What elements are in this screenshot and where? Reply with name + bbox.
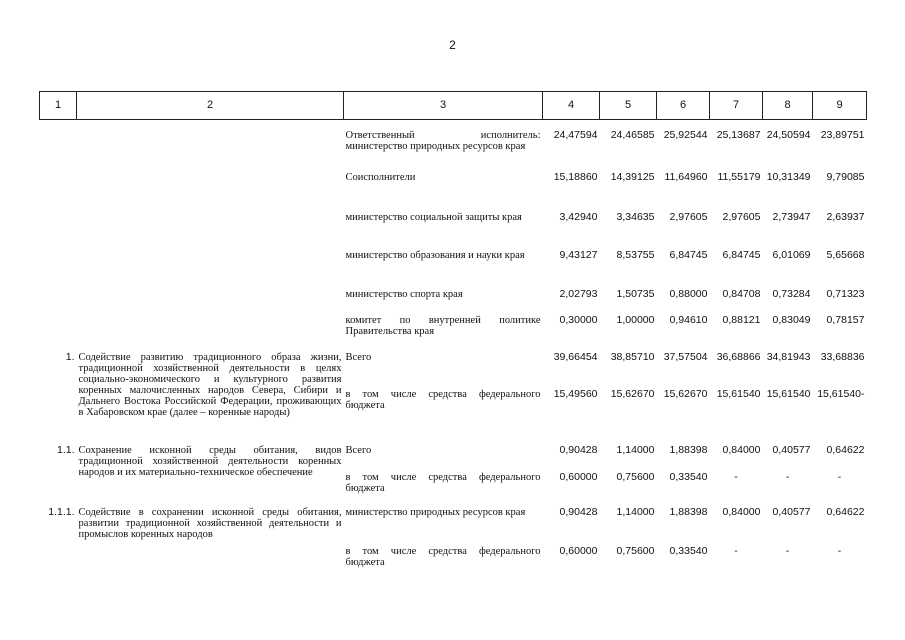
value-cell: 2,97605	[669, 210, 708, 223]
value-cell: 6,84745	[669, 248, 708, 261]
value-cell: 0,94610	[669, 313, 708, 326]
column-header: 5	[600, 92, 657, 120]
row-name: Сохранение исконной среды обитания, видов традиционной хозяйственной деятельности коренных народов и их материально-техническое обеспечение	[78, 444, 342, 478]
table-row	[40, 250, 867, 289]
value-cell: 2,63937	[826, 210, 865, 223]
value-cell: 15,61540-	[817, 387, 865, 400]
value-cell: 9,43127	[559, 248, 598, 261]
value-cell: 24,47594	[553, 129, 598, 141]
value-cell: 0,84708	[722, 287, 761, 300]
value-cell: 14,39125	[610, 170, 655, 183]
value-cell: 39,66454	[553, 350, 598, 363]
table-row	[40, 289, 867, 315]
value-cell: 1,88398	[669, 443, 708, 456]
value-cell: 3,34635	[616, 210, 655, 223]
value-cell: 8,53755	[616, 248, 655, 261]
column-header: 8	[763, 92, 813, 120]
value-cell: 0,71323	[826, 287, 865, 300]
row-index: 1.1.1.	[48, 505, 75, 518]
value-cell: 15,61540	[716, 387, 761, 400]
value-cell: 11,64960	[664, 170, 708, 183]
row-index: 1.1.	[56, 443, 75, 456]
value-cell: 0,84000	[722, 443, 761, 456]
value-cell: 36,68866	[716, 350, 761, 363]
value-cell: 34,81943	[766, 350, 811, 363]
value-cell: 15,62670	[663, 387, 708, 400]
column-header: 2	[77, 92, 344, 120]
value-cell: 5,65668	[826, 248, 865, 261]
row-index	[40, 315, 77, 352]
value-cell: -	[734, 470, 738, 483]
row-label: министерство социальной защиты края	[345, 211, 522, 223]
value-cell: 2,02793	[559, 287, 598, 300]
value-cell: -	[837, 470, 842, 483]
value-cell: 6,84745	[722, 248, 761, 261]
value-cell: 2,97605	[722, 210, 761, 223]
value-cell: -	[734, 544, 738, 557]
value-cell: 0,83049	[772, 313, 811, 326]
value-cell: 1,00000	[616, 313, 655, 326]
value-cell: 0,73284	[772, 287, 811, 300]
table-header-row	[40, 92, 867, 120]
value-cell: 0,75600	[616, 544, 655, 557]
value-cell: 0,78157	[826, 313, 865, 326]
value-cell: -	[785, 470, 790, 483]
row-label: Ответственный исполнитель: министерство природных ресурсов края	[345, 130, 541, 152]
value-cell: 25,13687	[716, 129, 761, 141]
column-header: 3	[344, 92, 543, 120]
table-row	[40, 445, 867, 472]
value-cell: 0,90428	[559, 505, 598, 518]
row-name	[77, 212, 344, 250]
row-index	[40, 212, 77, 250]
row-name	[77, 250, 344, 289]
row-label: министерство образования и науки края	[345, 249, 525, 261]
value-cell: 0,33540	[669, 470, 708, 483]
value-cell: 0,84000	[722, 505, 761, 518]
budget-table	[39, 91, 867, 576]
value-cell: 24,50594	[766, 129, 811, 141]
column-header: 4	[543, 92, 600, 120]
column-header: 1	[40, 92, 77, 120]
value-cell: 0,75600	[616, 470, 655, 483]
row-label: министерство природных ресурсов края	[345, 506, 526, 518]
value-cell: 0,40577	[772, 443, 811, 456]
value-cell: 1,14000	[616, 505, 655, 518]
row-label: в том числе средства федерального бюджета	[345, 388, 541, 411]
page-number: 2	[449, 38, 456, 52]
table-row	[40, 172, 867, 212]
value-cell: 0,88121	[722, 313, 761, 326]
row-index	[40, 250, 77, 289]
value-cell: 11,55179	[717, 170, 761, 183]
row-index	[40, 120, 77, 172]
value-cell: 0,30000	[559, 313, 598, 326]
value-cell: 0,60000	[559, 544, 598, 557]
table-row	[40, 352, 867, 389]
value-cell: -	[837, 544, 842, 557]
value-cell: 10,31349	[766, 170, 811, 183]
value-cell: 0,88000	[669, 287, 708, 300]
row-label: комитет по внутренней политике Правительства края	[345, 314, 541, 337]
value-cell: 15,49560	[553, 387, 598, 400]
row-label: в том числе средства федерального бюджета	[345, 545, 541, 568]
value-cell: 1,50735	[616, 287, 655, 300]
value-cell: 0,64622	[826, 443, 865, 456]
value-cell: 33,68836	[820, 350, 865, 363]
value-cell: 15,61540	[766, 387, 811, 400]
value-cell: 24,46585	[610, 129, 655, 141]
value-cell: 37,57504	[663, 350, 708, 363]
row-name	[77, 315, 344, 352]
value-cell: 0,33540	[669, 544, 708, 557]
table-row	[40, 120, 867, 172]
value-cell: -	[785, 544, 790, 557]
column-header: 6	[657, 92, 710, 120]
row-index	[40, 172, 77, 212]
value-cell: 9,79085	[826, 170, 865, 183]
value-cell: 6,01069	[772, 248, 811, 261]
value-cell: 25,92544	[663, 129, 708, 141]
row-label: в том числе средства федерального бюджета	[345, 471, 541, 494]
value-cell: 0,64622	[826, 505, 865, 518]
value-cell: 0,90428	[559, 443, 598, 456]
table-row	[40, 315, 867, 352]
value-cell: 1,88398	[669, 505, 708, 518]
column-header: 7	[710, 92, 763, 120]
row-name: Содействие развитию традиционного образа жизни, традиционной хозяйственной деятельности в целях социально-экономического и культурного развития коренных малочисленных народов Севера, Сибири и Дальнего Востока Российской Федерации, проживающих в Хабаровском крае (далее – коренные народы)	[78, 351, 342, 418]
row-index	[40, 289, 77, 315]
value-cell: 15,62670	[610, 387, 655, 400]
row-name	[77, 289, 344, 315]
value-cell: 0,40577	[772, 505, 811, 518]
row-label: Всего	[345, 444, 372, 456]
row-label: Всего	[345, 351, 372, 363]
row-label: министерство спорта края	[345, 288, 463, 300]
value-cell: 3,42940	[559, 210, 598, 223]
value-cell: 1,14000	[616, 443, 655, 456]
row-index: 1.	[65, 350, 75, 363]
row-name	[77, 172, 344, 212]
column-header: 9	[813, 92, 867, 120]
table-row	[40, 507, 867, 546]
value-cell: 0,60000	[559, 470, 598, 483]
row-name: Содействие в сохранении исконной среды обитания, развитии традиционной хозяйственной деятельности и промыслов коренных народов	[78, 506, 342, 540]
row-label: Соисполнители	[345, 171, 416, 183]
value-cell: 38,85710	[610, 350, 655, 363]
row-name	[77, 120, 344, 172]
value-cell: 2,73947	[772, 210, 811, 223]
value-cell: 15,18860	[553, 170, 598, 183]
value-cell: 23,89751	[820, 129, 865, 141]
table-row	[40, 212, 867, 250]
